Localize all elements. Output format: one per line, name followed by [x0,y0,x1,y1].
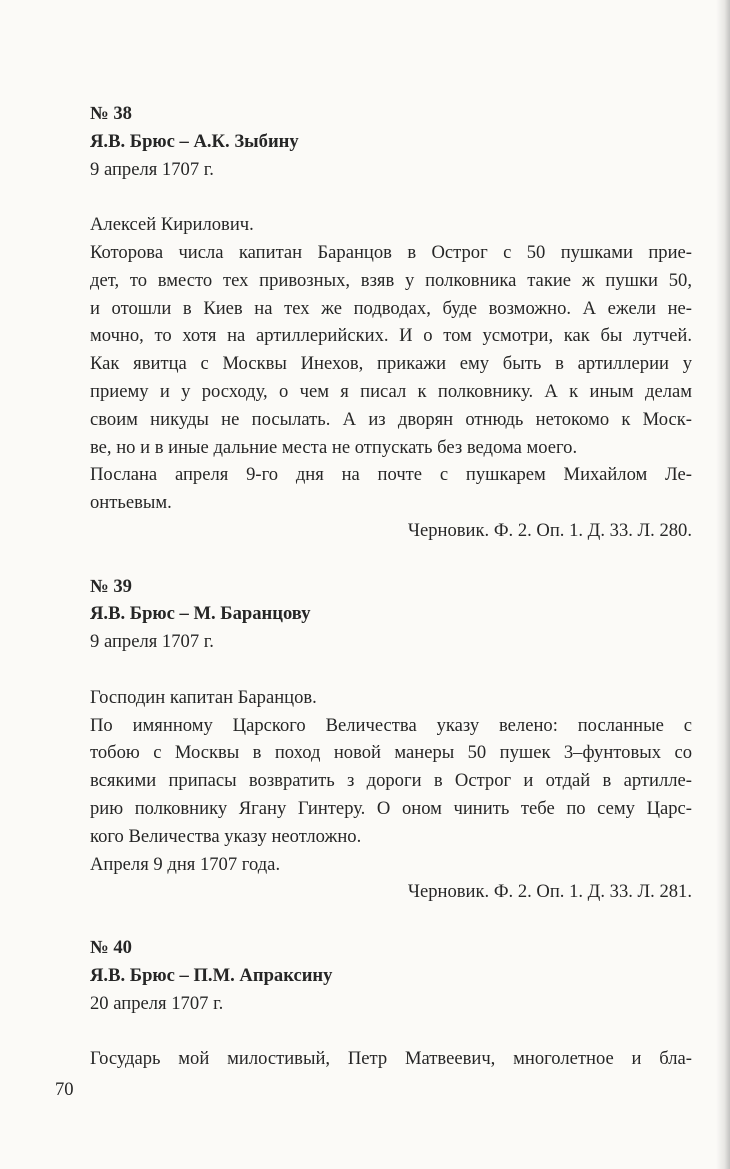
page-edge-shadow [716,0,730,1169]
text-line: кого Величества указу неотложно. [90,825,362,847]
archive-source: Черновик. Ф. 2. Оп. 1. Д. 33. Л. 281. [407,881,692,903]
document-salutation: Алексей Кирилович. [90,214,254,236]
text-line: рию полковнику Ягану Гинтеру. О оном чинить тебе по сему Царс- [90,797,692,819]
document-date: 9 апреля 1707 г. [90,158,214,180]
document-number: № 39 [90,575,132,597]
page-body [90,100,692,1073]
document-paragraph [90,851,692,879]
document-38 [90,100,692,545]
text-line: Послана апреля 9-го дня на почте с пушкарем Михайлом Ле- [90,464,692,486]
text-line: По имянному Царского Величества указу велено: посланные с [90,714,692,736]
text-line: мочно, то хотя на артиллерийских. И о том усмотри, как бы лутчей. [90,325,692,347]
text-line: Апреля 9 дня 1707 года. [90,853,281,875]
spacer [90,906,692,934]
document-paragraph [90,239,692,461]
document-date: 9 апреля 1707 г. [90,631,214,653]
document-paragraph [90,712,692,851]
document-heading: Я.В. Брюс – А.К. Зыбину [90,130,299,152]
spacer [90,1017,692,1045]
text-line: Государь мой милостивый, Петр Матвеевич, многолетное и бла- [90,1048,692,1070]
text-line: своим никуды не посылать. А из дворян отнюдь нетокомо к Моск- [90,408,692,430]
text-line: приему и у росходу, о чем я писал к полковнику. А к иным делам [90,380,692,402]
archive-source: Черновик. Ф. 2. Оп. 1. Д. 33. Л. 280. [407,519,692,541]
text-line: ве, но и в иные дальние места не отпускать без ведома моего. [90,436,578,458]
document-number: № 40 [90,936,132,958]
document-paragraph [90,1045,692,1073]
document-39 [90,573,692,907]
document-salutation: Господин капитан Баранцов. [90,686,317,708]
text-line: тобою с Москвы в поход новой манеры 50 пушек 3–фунтовых со [90,742,692,764]
document-heading: Я.В. Брюс – М. Баранцову [90,603,311,625]
text-line: Которова числа капитан Баранцов в Острог с 50 пушками прие- [90,241,692,263]
document-number: № 38 [90,103,132,124]
document-paragraph [90,461,692,517]
text-line: Как явитца с Москвы Инехов, прикажи ему быть в артиллерии у [90,353,692,375]
document-heading: Я.В. Брюс – П.М. Апраксину [90,964,333,986]
text-line: онтьевым. [90,492,172,514]
page-number: 70 [55,1079,74,1100]
text-line: всякими припасы возвратить з дороги в Острог и отдай в артилле- [90,770,692,792]
document-date: 20 апреля 1707 г. [90,992,224,1014]
text-line: дет, то вместо тех привозных, взяв у полковника такие ж пушки 50, [90,269,692,291]
document-40 [90,934,692,1073]
spacer [90,545,692,573]
text-line: и отошли в Киев на тех же подводах, буде возможно. А ежели не- [90,297,692,319]
